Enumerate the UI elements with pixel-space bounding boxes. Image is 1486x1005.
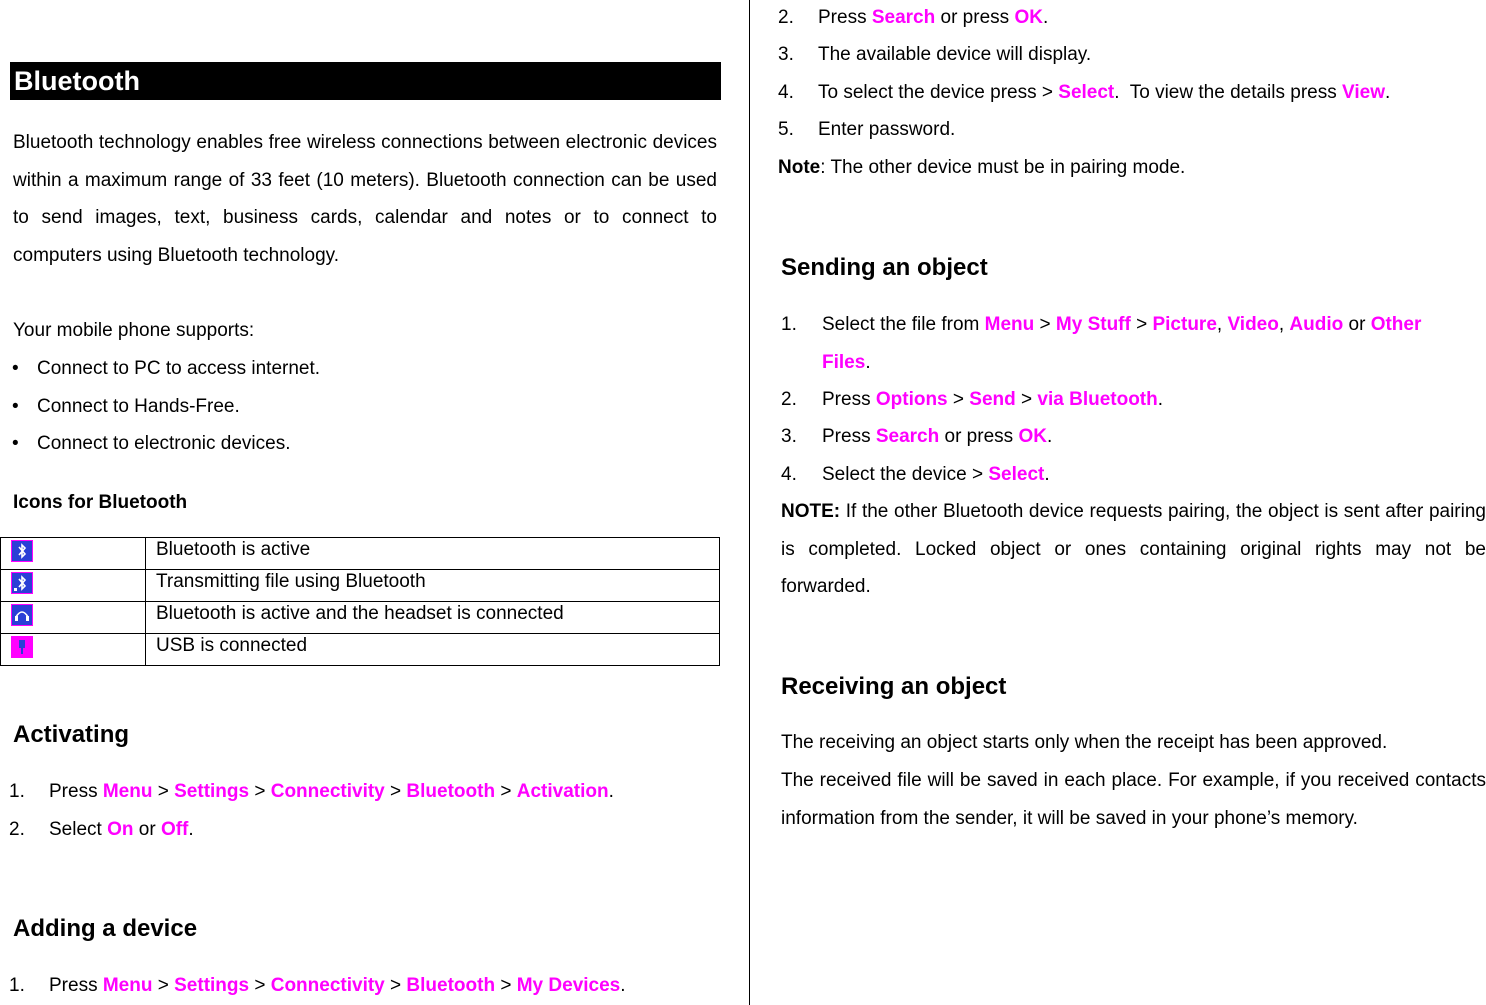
- icon-description: Bluetooth is active and the headset is connected: [146, 602, 720, 634]
- intro-paragraph: Bluetooth technology enables free wireless connections between electronic devices within a maximum range of 33 feet (10 meters). Bluetooth connection can be used to send images, text, business cards, calendar and notes or to connect to computers using Bluetooth technology.: [13, 132, 717, 266]
- sending-step-4: 4. Select the device > Select.: [781, 464, 1050, 485]
- activating-heading: Activating: [13, 721, 130, 748]
- list-item: • Connect to PC to access internet.: [12, 358, 321, 379]
- activating-step-2: 2. Select On or Off.: [9, 819, 194, 840]
- bluetooth-active-icon: [11, 540, 33, 562]
- sending-heading: Sending an object: [781, 254, 988, 281]
- receiving-heading: Receiving an object: [781, 673, 1007, 700]
- icons-heading: Icons for Bluetooth: [13, 492, 188, 513]
- supports-label: Your mobile phone supports:: [13, 320, 255, 341]
- sending-note: NOTE: If the other Bluetooth device requests pairing, the object is sent after pairing is completed. Locked object or ones containing original rights may not be forwarded.: [781, 501, 1486, 597]
- right-column: [750, 0, 1486, 1005]
- table-row: [1, 634, 720, 666]
- section-banner: Bluetooth: [10, 62, 721, 100]
- adding-heading: Adding a device: [13, 915, 198, 942]
- icon-description: USB is connected: [146, 634, 720, 666]
- bluetooth-transmitting-icon: [11, 572, 33, 594]
- table-row: [1, 602, 720, 634]
- list-item: • Connect to electronic devices.: [12, 433, 291, 454]
- adding-step-1: 1. Press Menu > Settings > Connectivity > Bluetooth > My Devices.: [9, 975, 626, 996]
- adding-step-5: 5. Enter password.: [778, 119, 956, 140]
- table-row: [1, 538, 720, 570]
- receiving-paragraph-2: The received file will be saved in each place. For example, if you received contacts information from the sender, it will be saved in your phone’s memory.: [781, 770, 1486, 829]
- usb-connected-icon: [11, 636, 33, 658]
- icon-description: Transmitting file using Bluetooth: [146, 570, 720, 602]
- supports-list: [0, 350, 320, 463]
- table-row: [1, 570, 720, 602]
- left-column: [0, 0, 722, 1005]
- bluetooth-headset-icon: [11, 604, 33, 626]
- adding-step-2: 2. Press Search or press OK.: [778, 7, 1049, 28]
- adding-step-4: 4. To select the device press > Select. To view the details press View.: [778, 82, 1391, 103]
- sending-step-2: 2. Press Options > Send > via Bluetooth.: [781, 389, 1164, 410]
- sending-step-3: 3. Press Search or press OK.: [781, 426, 1053, 447]
- pairing-note: Note: The other device must be in pairing mode.: [778, 157, 1186, 178]
- receiving-paragraph-1: The receiving an object starts only when the receipt has been approved.: [781, 732, 1388, 753]
- menu-link: Menu: [102, 781, 153, 802]
- icons-table: [0, 537, 720, 666]
- list-item: • Connect to Hands-Free.: [12, 395, 240, 417]
- adding-step-3: 3. The available device will display.: [778, 44, 1092, 65]
- icon-description: Bluetooth is active: [146, 538, 720, 570]
- activating-step-1: 1. Press Menu > Settings > Connectivity > Bluetooth > Activation.: [9, 781, 614, 802]
- sending-step-1: 1. Select the file from Menu > My Stuff > Picture, Video, Audio or Other Files.: [781, 314, 1422, 373]
